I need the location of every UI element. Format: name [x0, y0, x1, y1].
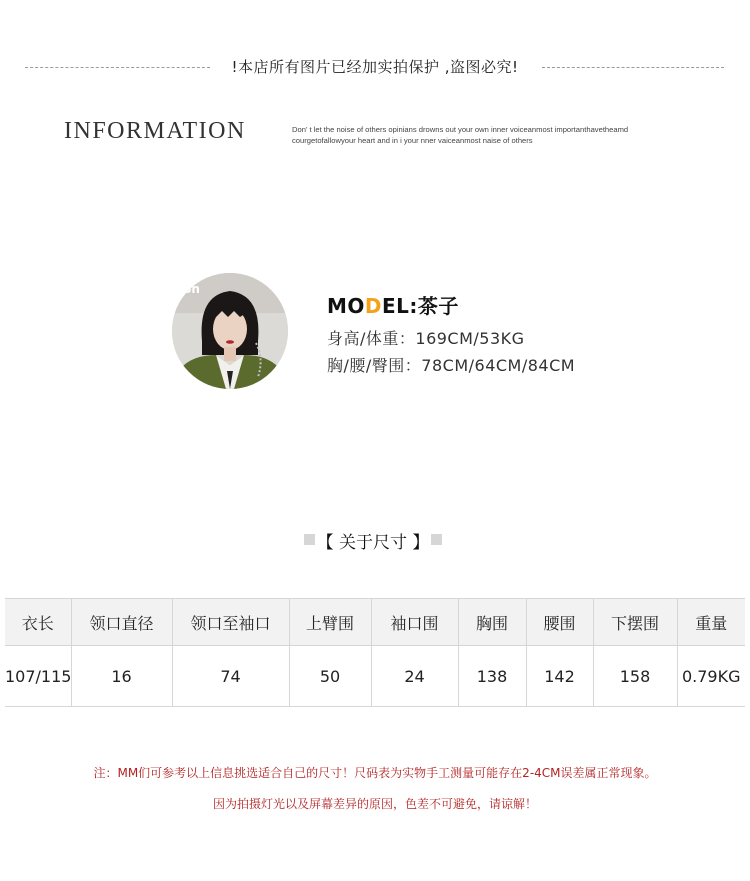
cell-collar-to-cuff: 74 [172, 646, 289, 707]
cell-cuff: 24 [371, 646, 458, 707]
table-row [5, 646, 745, 707]
header-collar-to-cuff: 领口至袖口 [172, 599, 289, 646]
copyright-notice-text: !本店所有图片已经加实拍保护 ,盗图必究! [225, 58, 524, 76]
header-length: 衣长 [5, 599, 71, 646]
cell-collar-diameter: 16 [71, 646, 172, 707]
size-table-header-row [5, 599, 745, 646]
cell-waist: 142 [526, 646, 593, 707]
header-chest: 胸围 [458, 599, 526, 646]
size-heading-text-wrap [304, 528, 442, 553]
model-height-weight: 身高/体重：169CM/53KG [327, 329, 525, 348]
color-note: 因为拍摄灯光以及屏幕差异的原因，色差不可避免，请谅解！ [212, 797, 537, 811]
header-collar-diameter: 领口直径 [71, 599, 172, 646]
copyright-notice [0, 56, 750, 77]
header-upper-arm: 上臂围 [289, 599, 371, 646]
header-cuff: 袖口围 [371, 599, 458, 646]
cell-weight: 0.79KG [677, 646, 745, 707]
header-hem: 下摆围 [593, 599, 677, 646]
header-waist: 腰围 [526, 599, 593, 646]
model-label-part2: EL: [382, 294, 418, 318]
size-table [5, 598, 745, 707]
information-title: INFORMATION [64, 118, 246, 144]
size-heading-text: 【 关于尺寸 】 [316, 533, 430, 553]
model-name-label [327, 290, 459, 319]
avatar-overlay-text: ion [179, 282, 200, 296]
cell-upper-arm: 50 [289, 646, 371, 707]
model-label-part1: MO [327, 294, 365, 318]
cell-chest: 138 [458, 646, 526, 707]
information-desc-line2: courgetofallowyour heart and in i your nner vaiceanmost naise of others [292, 136, 533, 145]
model-measurements: 胸/腰/臀围：78CM/64CM/84CM [327, 356, 576, 375]
cell-hem: 158 [593, 646, 677, 707]
cell-length: 107/115 [5, 646, 71, 707]
information-description [292, 124, 712, 146]
size-note: 注：MM们可参考以上信息挑选适合自己的尺寸！尺码表为实物手工测量可能存在2-4CM误差属正常现象。 [93, 766, 657, 780]
model-avatar [172, 273, 288, 389]
header-weight: 重量 [677, 599, 745, 646]
size-section-heading [304, 528, 442, 553]
model-label-highlight: D [364, 294, 383, 318]
information-desc-line1: Don’ t let the noise of others opinians drowns out your own inner voiceanmost importanthavetheamd [292, 125, 629, 134]
model-name: 茶子 [417, 294, 459, 318]
